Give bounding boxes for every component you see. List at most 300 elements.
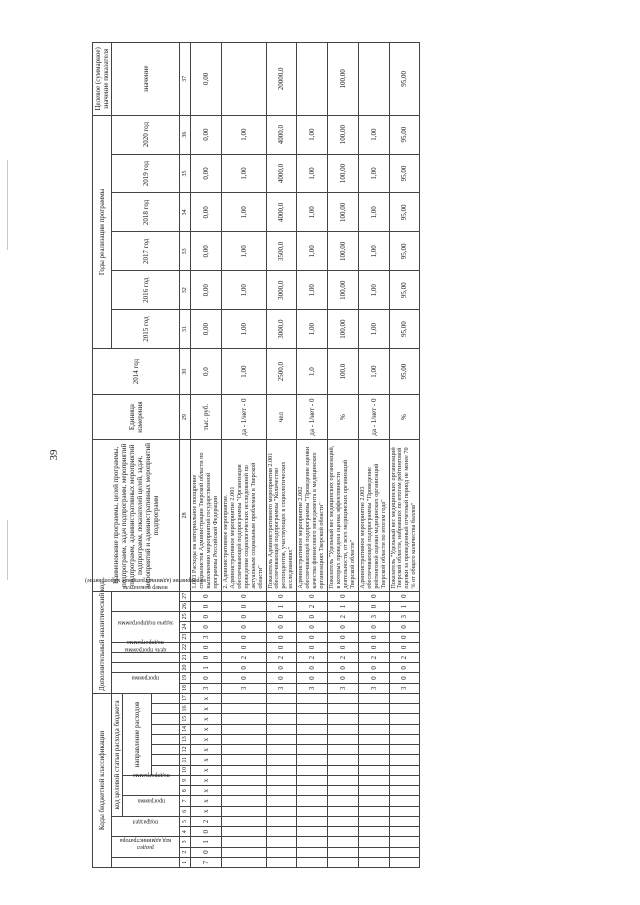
value-cell: 100,0 — [328, 349, 359, 395]
value-cell: 2500,0 — [266, 349, 297, 395]
code-cell: 0 — [191, 612, 222, 622]
code-cell: 0 — [297, 591, 328, 601]
value-cell: 3000,0 — [266, 310, 297, 349]
value-cell: 1,00 — [221, 349, 266, 395]
value-cell: 0,00 — [191, 43, 222, 116]
code-cell — [358, 837, 389, 847]
header-row-1 — [93, 43, 112, 868]
code-cell: 3 — [297, 683, 328, 693]
column-number: 33 — [180, 232, 191, 271]
code-cell: 0 — [328, 591, 359, 601]
code-cell: 2 — [221, 653, 266, 663]
header-indicator-no — [112, 584, 180, 612]
row-unit-cell: % — [389, 395, 420, 440]
value-cell: 100,00 — [328, 271, 359, 310]
code-cell — [358, 734, 389, 744]
code-cell — [221, 734, 266, 744]
code-cell: 2 — [389, 653, 420, 663]
code-cell: 3 — [358, 683, 389, 693]
value-cell: 95,00 — [389, 349, 420, 395]
code-cell — [266, 827, 297, 837]
code-cell — [389, 693, 420, 703]
column-number: 35 — [180, 154, 191, 193]
code-cell — [389, 724, 420, 734]
code-cell: 0 — [297, 622, 328, 632]
code-cell — [221, 796, 266, 806]
value-cell: 0,00 — [191, 154, 222, 193]
column-number: 12 — [180, 745, 191, 755]
code-cell — [389, 847, 420, 857]
code-cell: 0 — [221, 632, 266, 642]
value-cell: 1,00 — [358, 115, 389, 154]
code-cell: 2 — [328, 653, 359, 663]
code-cell — [328, 806, 359, 816]
table-row — [328, 43, 359, 868]
header-subprogram-code — [123, 772, 180, 795]
header-program-code-text: программа — [137, 797, 165, 804]
code-cell — [297, 775, 328, 785]
code-cell: 0 — [358, 632, 389, 642]
value-cell: 1,00 — [358, 310, 389, 349]
column-number: 13 — [180, 734, 191, 744]
code-cell — [358, 775, 389, 785]
value-cell: 95,00 — [389, 193, 420, 232]
code-cell — [297, 724, 328, 734]
code-cell — [328, 786, 359, 796]
code-cell: 0 — [191, 591, 222, 601]
code-cell: х — [191, 724, 222, 734]
table-row — [389, 43, 420, 868]
code-cell: 1 — [389, 601, 420, 611]
code-cell: 0 — [191, 827, 222, 837]
code-cell — [358, 827, 389, 837]
header-y2016: 2016 год — [112, 271, 180, 310]
column-number: 3 — [180, 837, 191, 847]
code-cell — [389, 745, 420, 755]
row-name-cell: Административное мероприятие 2.002 обеспечивающей подпрограммы "Проведение оценки качества финансового менеджмента в медицинских организациях Тверской области" — [297, 440, 328, 591]
code-cell — [389, 796, 420, 806]
code-cell: 0 — [191, 622, 222, 632]
code-cell — [266, 714, 297, 724]
code-cell — [328, 775, 359, 785]
code-cell — [266, 816, 297, 826]
header-blank-cell — [151, 755, 179, 765]
header-y2015: 2015 год — [112, 310, 180, 349]
column-number-row — [180, 43, 191, 868]
code-cell: 0 — [389, 591, 420, 601]
code-cell — [221, 816, 266, 826]
column-number: 8 — [180, 786, 191, 796]
value-cell — [221, 43, 266, 116]
header-task-text: задача подпрограммы — [117, 619, 174, 626]
program-table — [85, 42, 420, 868]
code-cell — [358, 714, 389, 724]
value-cell: 1,00 — [221, 232, 266, 271]
code-cell: 0 — [389, 673, 420, 683]
row-unit-cell: чел — [266, 395, 297, 440]
value-cell: 4000,0 — [266, 154, 297, 193]
code-cell — [266, 806, 297, 816]
code-cell — [389, 714, 420, 724]
header-indicator-no-text: номер показателя — [123, 584, 168, 591]
header-blank-cell — [151, 704, 179, 714]
code-cell: х — [191, 755, 222, 765]
header-goal-text: цель программы — [124, 646, 167, 653]
code-cell: 0 — [297, 632, 328, 642]
code-cell: 0 — [328, 642, 359, 652]
code-cell: 3 — [389, 612, 420, 622]
column-number: 23 — [180, 632, 191, 642]
header-activity-text: мероприятие (административное мероприятие) — [85, 576, 207, 583]
value-cell: 1,00 — [221, 154, 266, 193]
code-cell: 2 — [328, 612, 359, 622]
row-unit-cell: да - 1/нет - 0 — [297, 395, 328, 440]
code-cell: х — [191, 734, 222, 744]
code-cell — [328, 704, 359, 714]
column-number: 17 — [180, 693, 191, 703]
column-number: 25 — [180, 612, 191, 622]
code-cell — [221, 857, 266, 867]
code-cell — [358, 786, 389, 796]
row-name-cell: Показатель "Удельный вес медицинских организаций Тверской области, набравших по итогам рейтинговой оценки за проведенный отчетный период не менее 70 % от общего количества баллов" — [389, 440, 420, 591]
code-cell: 0 — [221, 612, 266, 622]
value-cell: 100,00 — [328, 232, 359, 271]
table-row — [297, 43, 328, 868]
code-cell: 3 — [191, 632, 222, 642]
column-number: 18 — [180, 683, 191, 693]
code-cell — [389, 765, 420, 775]
code-cell — [266, 693, 297, 703]
value-cell: 1,00 — [358, 271, 389, 310]
code-cell — [358, 857, 389, 867]
value-cell: 1,00 — [358, 232, 389, 271]
header-section-text: раздел — [137, 843, 154, 850]
code-cell — [389, 816, 420, 826]
code-cell: 0 — [389, 642, 420, 652]
code-cell — [389, 786, 420, 796]
code-cell — [221, 693, 266, 703]
code-cell — [328, 745, 359, 755]
code-cell — [358, 816, 389, 826]
column-number: 5 — [180, 816, 191, 826]
column-number: 16 — [180, 704, 191, 714]
value-cell: 100,00 — [328, 115, 359, 154]
value-cell: 95,00 — [389, 43, 420, 116]
code-cell — [328, 693, 359, 703]
code-cell — [358, 847, 389, 857]
code-cell: х — [191, 786, 222, 796]
column-number: 21 — [180, 653, 191, 663]
value-cell — [297, 43, 328, 116]
header-blank-cell — [151, 734, 179, 744]
value-cell: 95,00 — [389, 115, 420, 154]
value-cell: 1,00 — [221, 271, 266, 310]
column-number: 27 — [180, 591, 191, 601]
code-cell — [328, 765, 359, 775]
value-cell: 3000,0 — [266, 271, 297, 310]
code-cell: 0 — [297, 612, 328, 622]
column-number: 15 — [180, 714, 191, 724]
value-cell: 1,00 — [358, 349, 389, 395]
value-cell: 1,00 — [297, 115, 328, 154]
code-cell — [389, 857, 420, 867]
value-cell: 0,0 — [191, 349, 222, 395]
row-name-cell: Показатель Административного мероприятия 2.001 обеспечивающей подпрограммы "Количество респондентов, участвующих в социологических исследованиях" — [266, 440, 297, 591]
header-target-value: Целевое (суммарное) значение показателя — [93, 43, 112, 116]
header-subprogram-text: подпрограмма — [127, 639, 164, 646]
column-number: 2 — [180, 847, 191, 857]
code-cell — [389, 775, 420, 785]
table-row — [266, 43, 297, 868]
code-cell: х — [191, 745, 222, 755]
code-cell: х — [191, 693, 222, 703]
column-number: 1 — [180, 857, 191, 867]
value-cell: 1,00 — [221, 193, 266, 232]
value-cell: 100,00 — [328, 310, 359, 349]
code-cell: 0 — [297, 673, 328, 683]
value-cell: 0,00 — [191, 115, 222, 154]
code-cell: 0 — [221, 673, 266, 683]
value-cell: 20000,0 — [266, 43, 297, 116]
code-cell: 0 — [266, 591, 297, 601]
code-cell: х — [191, 714, 222, 724]
value-cell: 0,00 — [191, 271, 222, 310]
value-cell: 3500,0 — [266, 232, 297, 271]
code-cell: 0 — [328, 663, 359, 673]
column-number: 4 — [180, 827, 191, 837]
column-number: 22 — [180, 642, 191, 652]
code-cell: х — [191, 806, 222, 816]
code-cell — [221, 827, 266, 837]
code-cell — [358, 704, 389, 714]
code-cell: 0 — [358, 622, 389, 632]
code-cell — [266, 837, 297, 847]
code-cell: 1 — [191, 837, 222, 847]
code-cell: 3 — [389, 683, 420, 693]
code-cell: 0 — [358, 591, 389, 601]
value-cell: 100,00 — [328, 193, 359, 232]
code-cell — [221, 786, 266, 796]
code-cell: 3 — [266, 683, 297, 693]
code-cell: 0 — [358, 601, 389, 611]
code-cell: 3 — [328, 683, 359, 693]
code-cell: 3 — [191, 683, 222, 693]
code-cell — [389, 806, 420, 816]
code-cell — [297, 714, 328, 724]
code-cell — [328, 796, 359, 806]
code-cell: 3 — [358, 612, 389, 622]
header-expense-direction: направление расходов — [123, 693, 152, 775]
column-number: 20 — [180, 663, 191, 673]
code-cell — [297, 837, 328, 847]
code-cell: 0 — [191, 642, 222, 652]
code-cell — [221, 724, 266, 734]
code-cell: 1 — [328, 601, 359, 611]
code-cell — [297, 693, 328, 703]
code-cell: х — [191, 796, 222, 806]
code-cell — [221, 847, 266, 857]
code-cell: 2 — [297, 653, 328, 663]
column-number: 29 — [180, 395, 191, 440]
code-cell — [358, 765, 389, 775]
code-cell — [328, 734, 359, 744]
code-cell: 0 — [266, 673, 297, 683]
code-cell: 0 — [297, 642, 328, 652]
column-number: 24 — [180, 622, 191, 632]
code-cell — [389, 837, 420, 847]
code-cell: х — [191, 765, 222, 775]
column-number: 11 — [180, 755, 191, 765]
header-subprogram-code-text: подпрограмма — [132, 772, 170, 779]
code-cell: 0 — [266, 642, 297, 652]
column-number: 28 — [180, 440, 191, 591]
code-cell: 0 — [358, 642, 389, 652]
code-cell — [297, 827, 328, 837]
code-cell — [297, 786, 328, 796]
header-expense-article: код целевой статьи расхода бюджета — [112, 693, 123, 816]
code-cell: 1 — [266, 601, 297, 611]
code-cell — [266, 857, 297, 867]
code-cell — [266, 745, 297, 755]
code-cell: 0 — [389, 663, 420, 673]
code-cell — [266, 847, 297, 857]
header-blank-cell — [151, 693, 179, 703]
code-cell — [358, 796, 389, 806]
value-cell: 95,00 — [389, 154, 420, 193]
code-cell: 0 — [328, 632, 359, 642]
code-cell — [328, 837, 359, 847]
header-budget-classification: Коды бюджетной классификации — [93, 693, 112, 867]
header-years-realization: Годы реализации программы — [93, 115, 112, 348]
row-unit-cell: тыс. руб. — [191, 395, 222, 440]
value-cell: 1,00 — [297, 232, 328, 271]
row-name-cell: Административное мероприятие 2.003 обеспечивающей подпрограммы "Проведение рейтинговой оценки медицинских организаций Тверской области по итогам года" — [358, 440, 389, 591]
header-value: значение — [112, 43, 180, 116]
code-cell — [266, 775, 297, 785]
value-cell: 95,00 — [389, 271, 420, 310]
rotated-table-wrapper — [85, 42, 542, 868]
code-cell: 0 — [358, 663, 389, 673]
code-cell — [297, 847, 328, 857]
code-cell — [297, 704, 328, 714]
header-y2018: 2018 год — [112, 193, 180, 232]
code-cell: 0 — [221, 622, 266, 632]
code-cell — [358, 755, 389, 765]
code-cell: 0 — [191, 601, 222, 611]
row-name-cell: 1.003 Расходы на материальное поощрение специалистов Администрации Тверской области по выполнению мероприятий государственной программы Российской Федерации — [191, 440, 222, 591]
value-cell: 95,00 — [389, 310, 420, 349]
code-cell: 0 — [191, 653, 222, 663]
row-unit-cell: % — [328, 395, 359, 440]
row-unit-cell: да - 1/нет - 0 — [358, 395, 389, 440]
header-analytic-code: Дополнительный аналитический код — [93, 591, 112, 693]
code-cell: 0 — [221, 642, 266, 652]
code-cell — [221, 745, 266, 755]
code-cell — [358, 724, 389, 734]
code-cell: 0 — [191, 847, 222, 857]
header-y2020: 2020 год — [112, 115, 180, 154]
code-cell — [328, 755, 359, 765]
code-cell — [297, 734, 328, 744]
row-name-cell: Показатель "Удельный вес медицинских организаций, в которых проведена оценка эффективности деятельности, от всех медицинских организаций Тверской области" — [328, 440, 359, 591]
header-blank-cell — [151, 745, 179, 755]
column-number: 31 — [180, 310, 191, 349]
header-program-code — [123, 796, 180, 816]
code-cell: 1 — [191, 663, 222, 673]
column-number: 37 — [180, 43, 191, 116]
code-cell — [266, 734, 297, 744]
code-cell — [389, 704, 420, 714]
code-cell — [358, 745, 389, 755]
value-cell: 0,00 — [191, 310, 222, 349]
header-admin-code-text: код администратора — [120, 836, 172, 843]
code-cell: 0 — [328, 622, 359, 632]
code-cell — [221, 704, 266, 714]
table-row — [358, 43, 389, 868]
code-cell: 0 — [266, 612, 297, 622]
value-cell: 1,00 — [358, 154, 389, 193]
value-cell: 100,00 — [328, 154, 359, 193]
value-cell: 1,00 — [297, 310, 328, 349]
code-cell — [221, 837, 266, 847]
value-cell: 1,00 — [221, 115, 266, 154]
scan-edge-mark — [7, 160, 8, 250]
code-cell: 2 — [358, 653, 389, 663]
code-cell — [328, 816, 359, 826]
value-cell: 4000,0 — [266, 193, 297, 232]
value-cell: 100,00 — [328, 43, 359, 116]
header-blank-cell — [151, 724, 179, 734]
column-number: 26 — [180, 601, 191, 611]
page-number: 39 — [48, 449, 60, 461]
code-cell: 0 — [266, 663, 297, 673]
code-cell — [328, 847, 359, 857]
header-subsection-text: подраздел — [132, 818, 159, 825]
value-cell: 1,00 — [358, 193, 389, 232]
value-cell: 4000,0 — [266, 115, 297, 154]
column-number: 19 — [180, 673, 191, 683]
code-cell — [266, 704, 297, 714]
code-cell: 7 — [191, 857, 222, 867]
code-cell — [358, 693, 389, 703]
code-cell — [328, 857, 359, 867]
code-cell: 0 — [221, 663, 266, 673]
header-program — [112, 673, 180, 693]
column-number: 9 — [180, 775, 191, 785]
header-subsection — [112, 816, 180, 836]
scan-edge-mark — [7, 520, 8, 580]
code-cell — [389, 827, 420, 837]
code-cell — [221, 714, 266, 724]
column-number: 7 — [180, 796, 191, 806]
code-cell — [328, 827, 359, 837]
code-cell: 2 — [266, 653, 297, 663]
code-cell: х — [191, 704, 222, 714]
code-cell — [328, 724, 359, 734]
code-cell — [389, 734, 420, 744]
header-blank-cell — [151, 714, 179, 724]
header-y2017: 2017 год — [112, 232, 180, 271]
header-program-text: программа — [131, 674, 160, 681]
column-number: 14 — [180, 724, 191, 734]
code-cell — [297, 816, 328, 826]
column-number: 34 — [180, 193, 191, 232]
code-cell — [389, 755, 420, 765]
code-cell: 0 — [266, 632, 297, 642]
row-name-cell: 2. Административное мероприятие. Административное мероприятие 2.001 обеспечивающей подпрограммы "Организация проведения социологических исследований по актуальным социальным проблемам в Тверской области" — [221, 440, 266, 591]
code-cell — [266, 755, 297, 765]
code-cell: 3 — [221, 683, 266, 693]
